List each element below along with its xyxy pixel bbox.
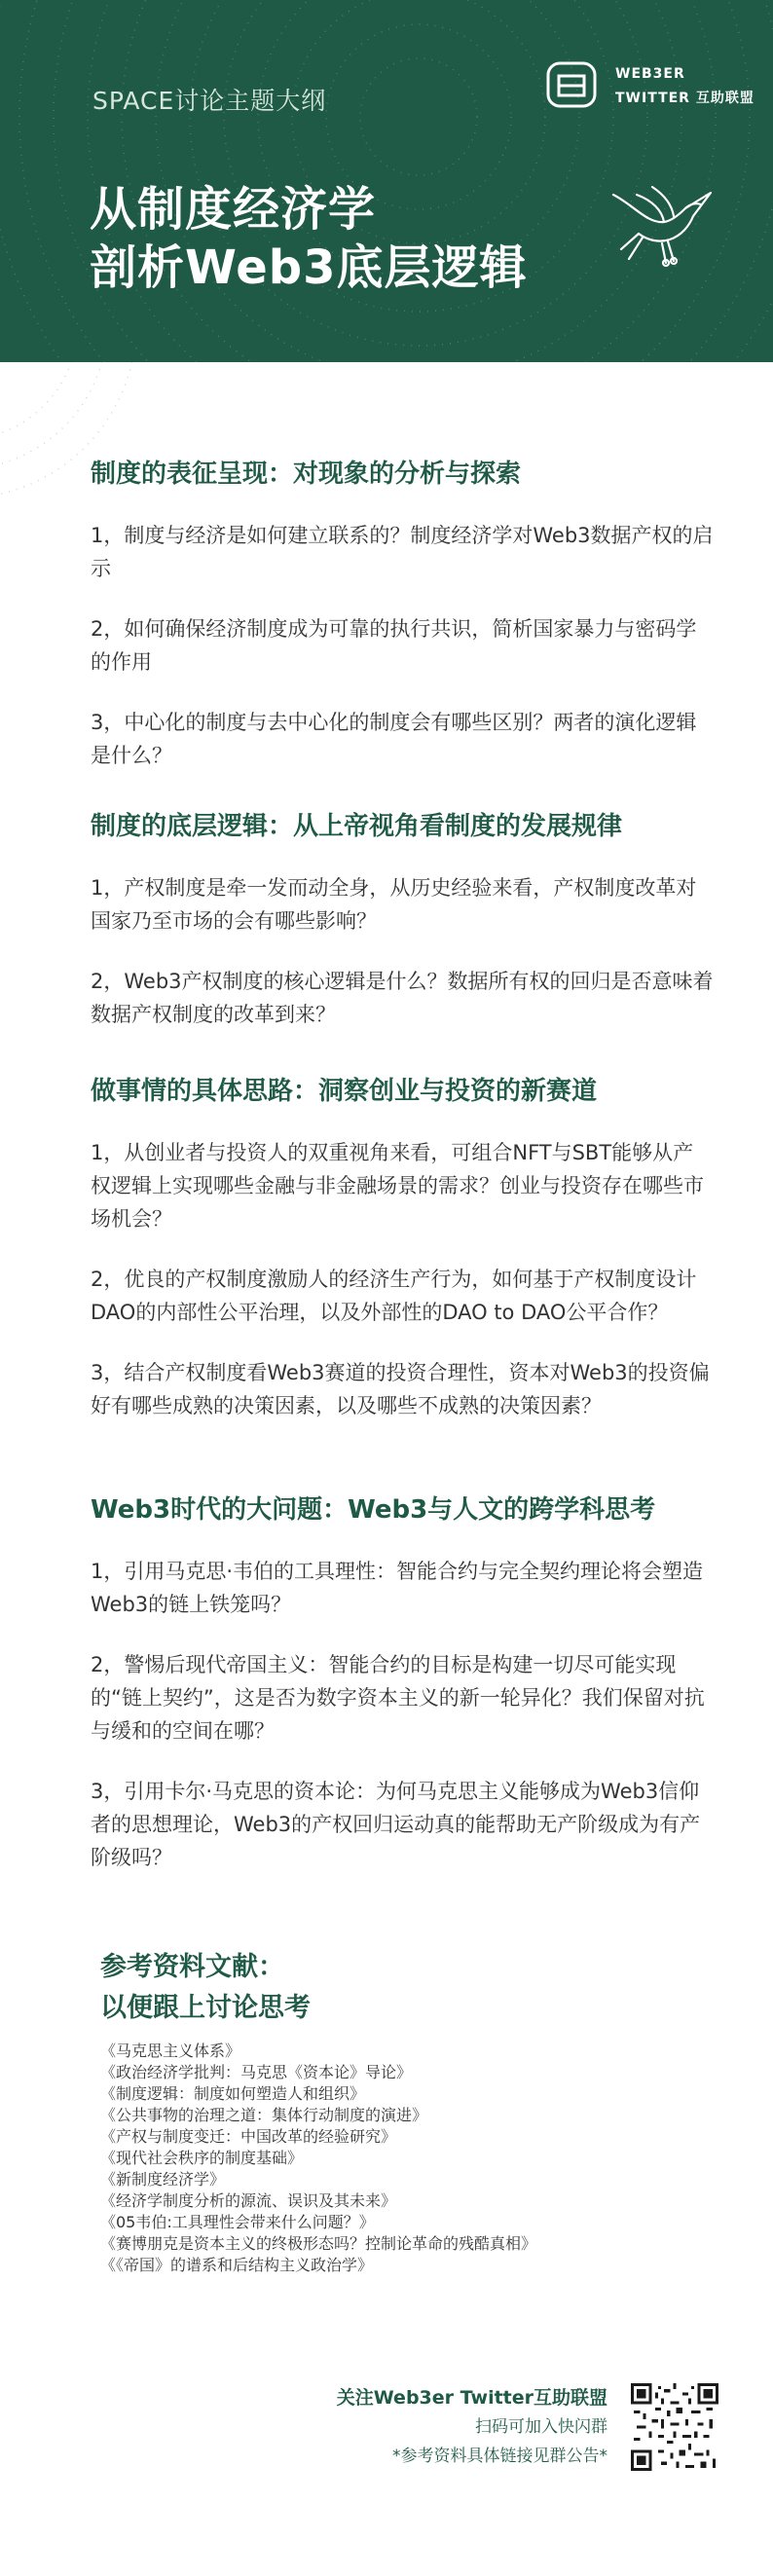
section-heading: Web3时代的大问题：Web3与人文的跨学科思考 — [91, 1495, 656, 1525]
question-item: 2，警惕后现代帝国主义：智能合约的目标是构建一切尽可能实现的“链上契约”，这是否为数字资本主义的新一轮异化？我们保留对抗与缓和的空间在哪？ — [91, 1653, 705, 1743]
reference-item: 《05韦伯:工具理性会带来什么问题？》 — [100, 2213, 375, 2231]
section-1 — [91, 454, 714, 799]
reference-item: 《《帝国》的谱系和后结构主义政治学》 — [100, 2256, 374, 2274]
kicker-text: SPACE讨论主题大纲 — [92, 87, 327, 115]
references-heading-line-1: 参考资料文献： — [100, 1952, 284, 1982]
question-item: 2，优良的产权制度激励人的经济生产行为，如何基于产权制度设计DAO的内部性公平治理，以及外部性的DAO to DAO公平合作？ — [91, 1268, 697, 1324]
footer-follow: 关注Web3er Twitter互助联盟 — [336, 2387, 607, 2409]
qr-code-icon[interactable] — [631, 2383, 718, 2471]
section-heading: 做事情的具体思路：洞察创业与投资的新赛道 — [91, 1077, 598, 1106]
references-heading-line-2: 以便跟上讨论思考 — [100, 1993, 311, 2023]
references-heading — [100, 1947, 311, 2029]
page-title — [90, 180, 528, 297]
reference-item: 《新制度经济学》 — [100, 2170, 226, 2189]
references-list — [100, 2041, 684, 2276]
footer-note: *参考资料具体链接见群公告* — [392, 2447, 607, 2466]
question-item: 1，产权制度是牵一发而动全身，从历史经验来看，产权制度改革对国家乃至市场的会有哪些影响？ — [91, 876, 697, 933]
brand-logo-icon — [545, 60, 598, 109]
reference-item: 《产权与制度变迁：中国改革的经验研究》 — [100, 2127, 397, 2146]
footer-text — [337, 2383, 607, 2471]
brand-name-line-1: WEB3ER — [615, 66, 685, 82]
brand-name-line-2: TWITTER 互助联盟 — [615, 91, 755, 106]
section-2 — [91, 806, 714, 1058]
reference-item: 《现代社会秩序的制度基础》 — [100, 2149, 304, 2167]
question-item: 3，中心化的制度与去中心化的制度会有哪些区别？两者的演化逻辑是什么？ — [91, 711, 697, 767]
reference-item: 《制度逻辑：制度如何塑造人和组织》 — [100, 2084, 366, 2103]
question-item: 1，引用马克思·韦伯的工具理性：智能合约与完全契约理论将会塑造Web3的链上铁笼吗？ — [91, 1560, 704, 1616]
brand-block — [545, 56, 759, 125]
question-item: 3，结合产权制度看Web3赛道的投资合理性，资本对Web3的投资偏好有哪些成熟的决策因素，以及哪些不成熟的决策因素？ — [91, 1361, 710, 1417]
question-item: 1，从创业者与投资人的双重视角来看，可组合NFT与SBT能够从产权逻辑上实现哪些金融与非金融场景的需求？创业与投资存在哪些市场机会？ — [91, 1141, 704, 1231]
question-item: 1，制度与经济是如何建立联系的？制度经济学对Web3数据产权的启示 — [91, 524, 714, 580]
section-4 — [91, 1490, 714, 1901]
reference-item: 《公共事物的治理之道：集体行动制度的演进》 — [100, 2106, 428, 2124]
reference-item: 《经济学制度分析的源流、误识及其未来》 — [100, 2191, 397, 2210]
question-item: 3，引用卡尔·马克思的资本论：为何马克思主义能够成为Web3信仰者的思想理论，Web3的产权回归运动真的能帮助无产阶级成为有产阶级吗？ — [91, 1780, 701, 1869]
section-heading: 制度的底层逻辑：从上帝视角看制度的发展规律 — [91, 812, 623, 841]
section-3 — [91, 1071, 714, 1450]
question-item: 2，如何确保经济制度成为可靠的执行共识，简析国家暴力与密码学的作用 — [91, 617, 697, 674]
reference-item: 《政治经济学批判：马克思《资本论》导论》 — [100, 2063, 413, 2081]
header-banner — [0, 0, 773, 362]
footer-scan: 扫码可加入快闪群 — [475, 2417, 607, 2437]
title-line-2: 剖析Web3底层逻辑 — [90, 240, 528, 295]
title-line-1: 从制度经济学 — [90, 182, 377, 237]
reference-item: 《赛博朋克是资本主义的终极形态吗？控制论革命的残酷真相》 — [100, 2234, 537, 2253]
dove-icon — [604, 166, 720, 273]
section-heading: 制度的表征呈现：对现象的分析与探索 — [91, 460, 522, 489]
reference-item: 《马克思主义体系》 — [100, 2042, 241, 2060]
question-item: 2，Web3产权制度的核心逻辑是什么？数据所有权的回归是否意味着数据产权制度的改革到来？ — [91, 970, 714, 1026]
